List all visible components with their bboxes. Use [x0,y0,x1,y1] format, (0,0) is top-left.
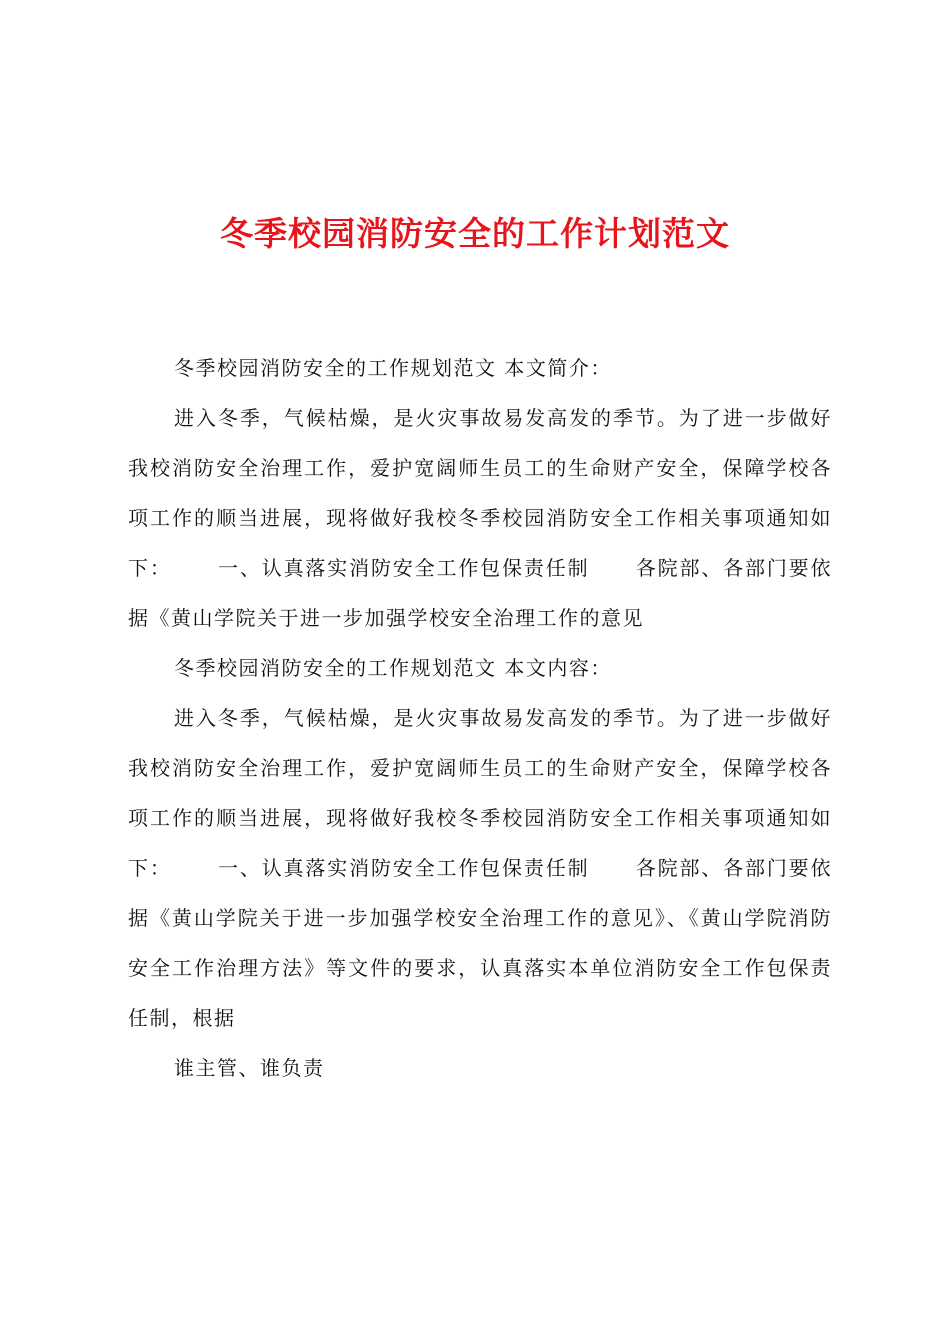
document-body [128,343,832,1093]
content-paragraph-part2: 一、认真落实消防安全工作包保责任制 [217,856,590,880]
intro-paragraph [128,393,832,643]
content-paragraph [128,693,832,1043]
content-paragraph-part1: 进入冬季，气候枯燥，是火灾事故易发高发的季节。为了进一步做好我校消防安全治理工作，爱护宽阔师生员工的生命财产安全，保障学校各项工作的顺当进展，现将做好我校冬季校园消防安全工作相关事项通知如下： [128,706,832,880]
content-paragraph-part3: 各院部、各部门要依据《黄山学院关于进一步加强学校安全治理工作的意见》、《黄山学院消防安全工作治理方法》等文件的要求，认真落实本单位消防安全工作包保责任制，根据 [128,856,833,1030]
intro-paragraph-part2: 一、认真落实消防安全工作包保责任制 [217,556,590,580]
intro-heading: 冬季校园消防安全的工作规划范文 本文简介： [174,356,612,380]
document-title: 冬季校园消防安全的工作计划范文 [220,214,730,253]
closing-line: 谁主管、谁负责 [174,1056,325,1080]
intro-paragraph-part3: 各院部、各部门要依据《黄山学院关于进一步加强学校安全治理工作的意见 [128,556,833,630]
content-heading: 冬季校园消防安全的工作规划范文 本文内容： [174,656,612,680]
intro-paragraph-part1: 进入冬季，气候枯燥，是火灾事故易发高发的季节。为了进一步做好我校消防安全治理工作，爱护宽阔师生员工的生命财产安全，保障学校各项工作的顺当进展，现将做好我校冬季校园消防安全工作相关事项通知如下： [128,406,832,580]
